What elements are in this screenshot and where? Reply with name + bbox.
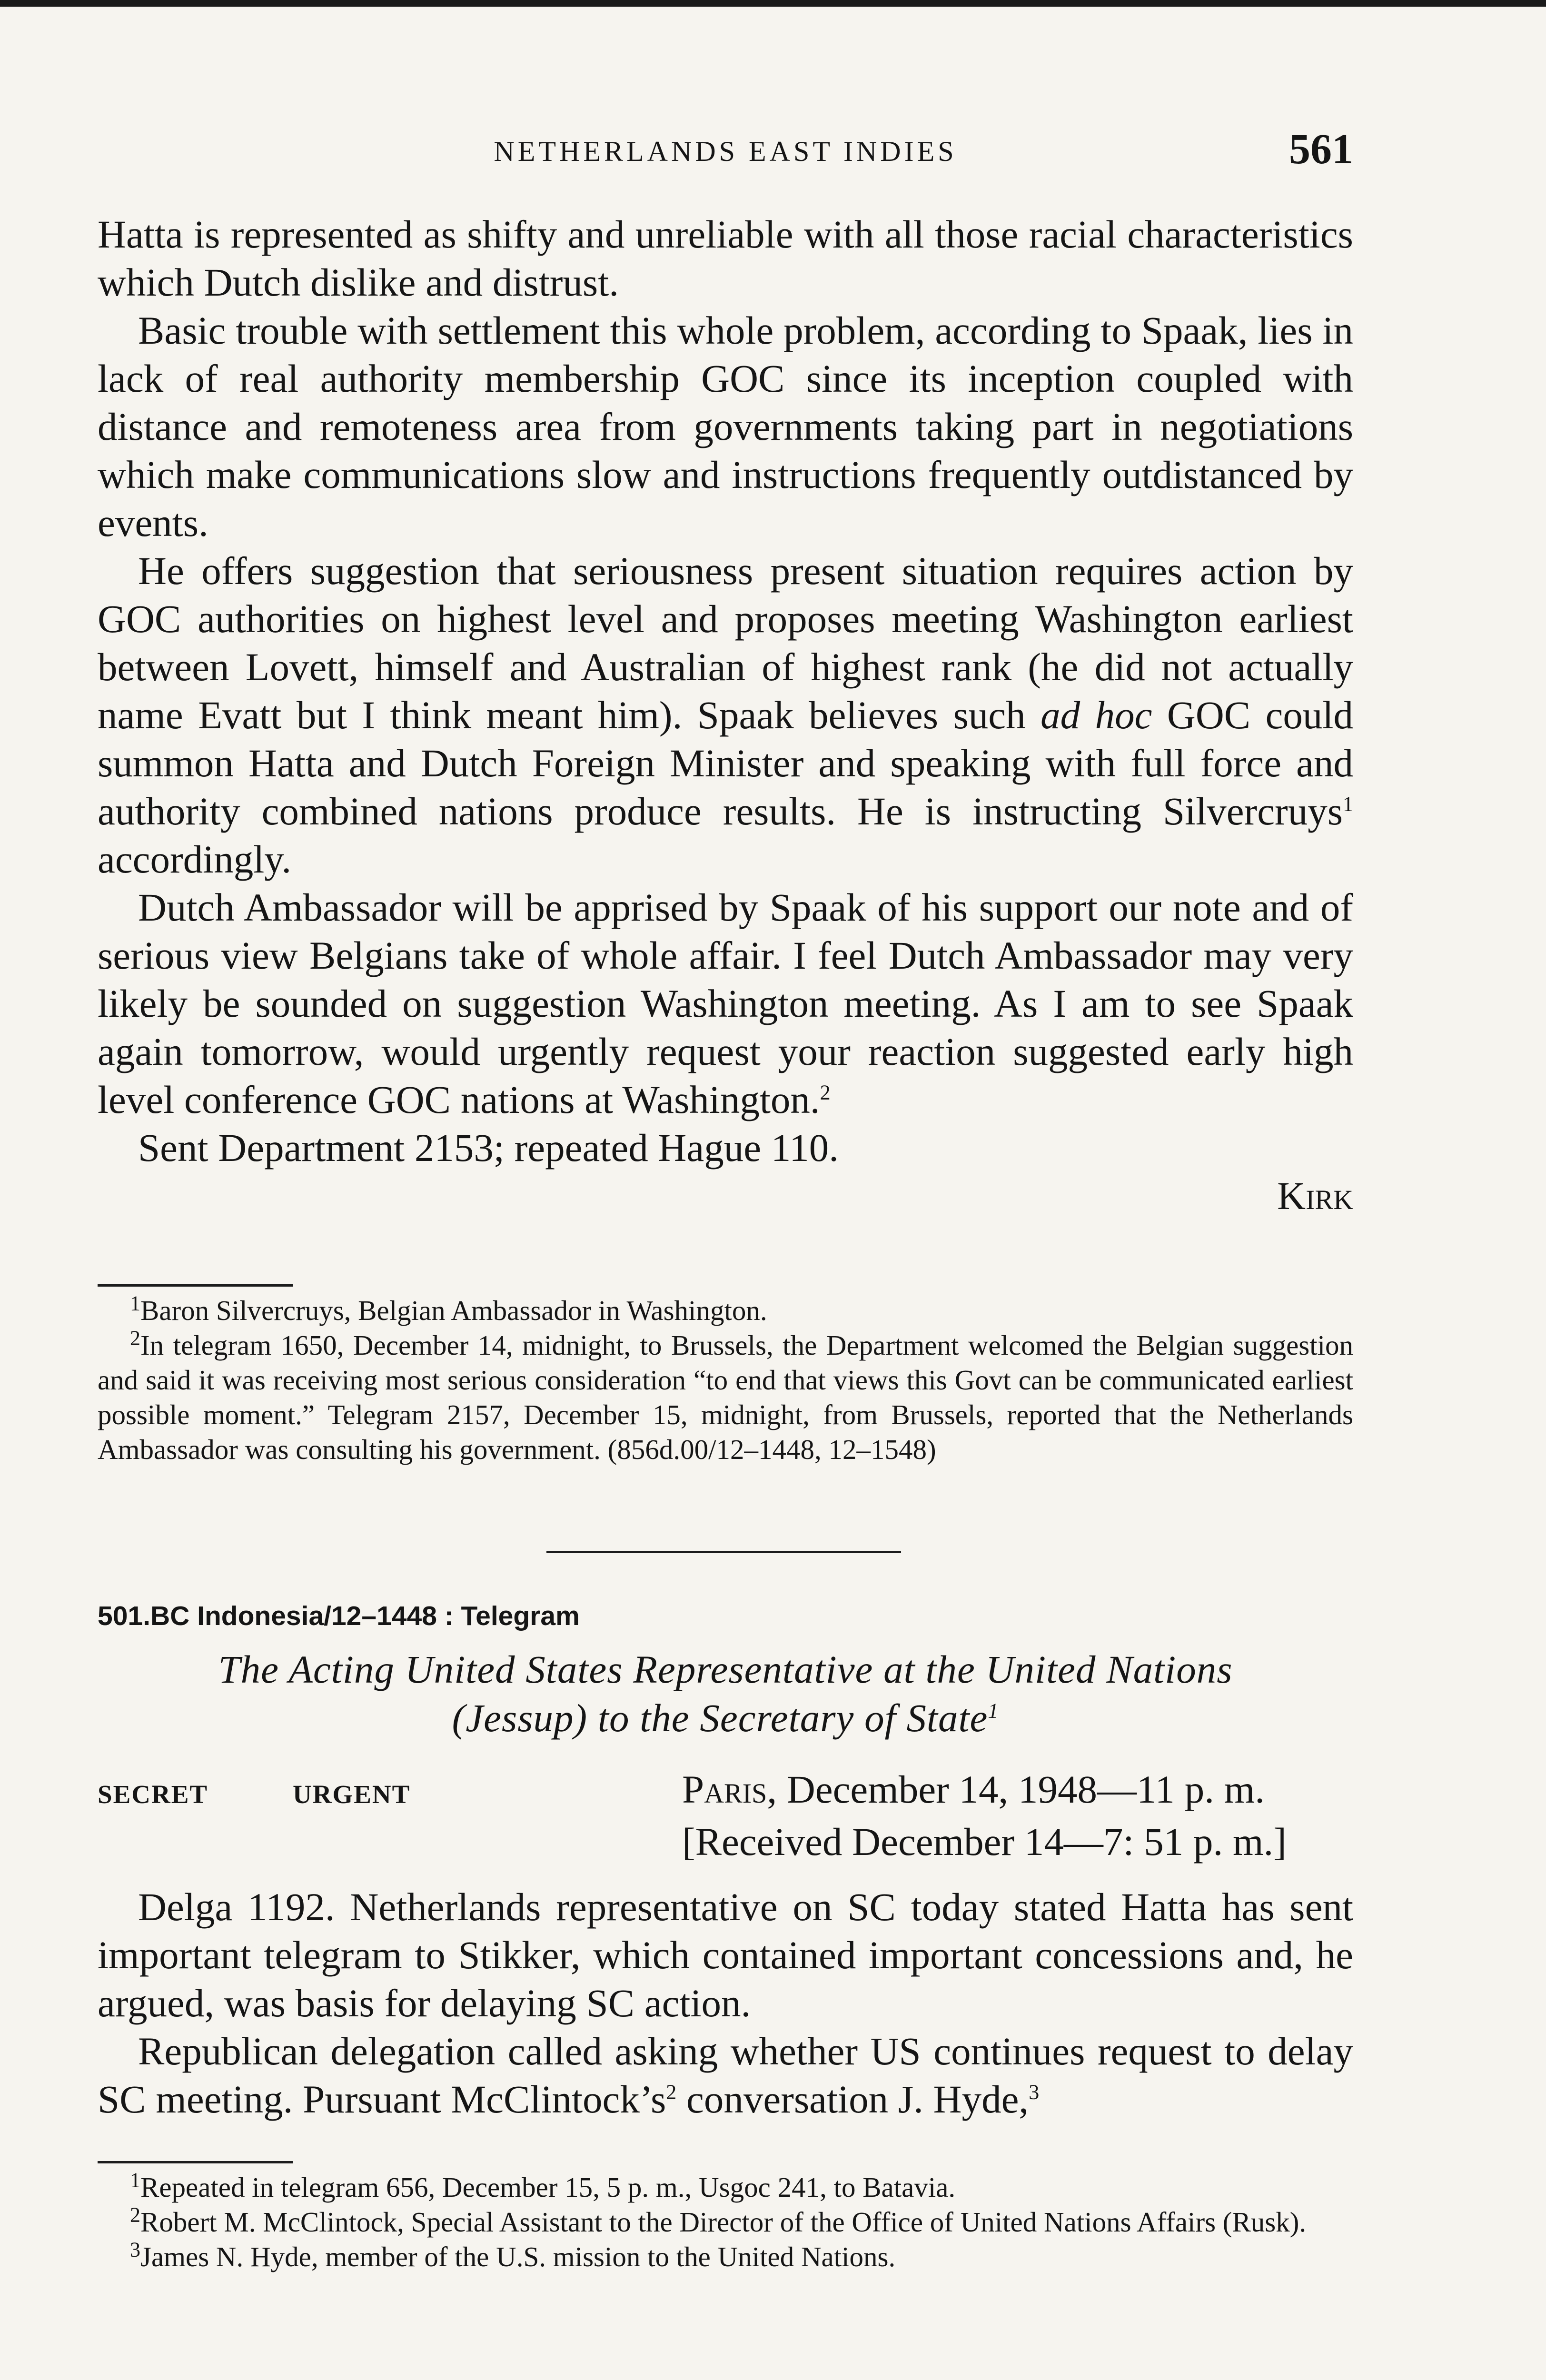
page-header bbox=[98, 126, 1353, 181]
footnote-ref: 1 bbox=[988, 1699, 999, 1723]
dateline-block bbox=[98, 1763, 1353, 1873]
footnote-mark: 2 bbox=[130, 2203, 140, 2227]
footnote-1 bbox=[98, 2170, 1353, 2205]
running-head: NETHERLANDS EAST INDIES bbox=[494, 136, 957, 167]
footnote-rule bbox=[98, 1284, 293, 1287]
ad-hoc-italic: ad hoc bbox=[1041, 693, 1152, 737]
paragraph-3 bbox=[98, 547, 1353, 883]
paragraph-4 bbox=[98, 883, 1353, 1124]
paragraph-3-part-b: GOC could summon Hatta and Dutch Foreign Minister and speaking with full force and authority combined nations produce results. He is instructing Silvercruys bbox=[98, 693, 1353, 833]
title-line-2 bbox=[98, 1694, 1353, 1742]
document-2-paragraph-1: Delga 1192. Netherlands representative on SC today stated Hatta has sent important telegram to Stikker, which contained important concessions and, he argued, was basis for delaying SC action. bbox=[98, 1885, 1353, 2025]
document-2-paragraph-2-b: conversation J. Hyde, bbox=[676, 2077, 1029, 2121]
footnote-text: Baron Silvercruys, Belgian Ambassador in Washington. bbox=[140, 1295, 767, 1326]
paragraph-2: Basic trouble with settlement this whole problem, according to Spaak, lies in lack of real authority membership GOC since its inception coupled with distance and remoteness area from governments taking part in negotiations which make communications slow and instructions frequently outdistanced by events. bbox=[98, 308, 1353, 545]
place: Paris bbox=[682, 1767, 767, 1811]
footnotes-2 bbox=[98, 2161, 1353, 2274]
footnote-3 bbox=[98, 2240, 1353, 2274]
section-1-text bbox=[98, 210, 1353, 1220]
footnote-rule bbox=[98, 2161, 293, 2163]
classification: SECRET bbox=[98, 1780, 208, 1809]
footnote-mark: 2 bbox=[130, 1326, 140, 1350]
footnote-ref: 1 bbox=[1343, 792, 1353, 816]
paragraph-3-part-a: He offers suggestion that seriousness present situation requires action by GOC authorities on highest level and proposes meeting Washington earliest between Lovett, himself and Australian of highest rank (he did not actually name Evatt but I think meant him). Spaak believes such bbox=[98, 549, 1353, 737]
date: , December 14, 1948—11 p. m. bbox=[767, 1767, 1265, 1811]
document-2-paragraph-2-a: Republican delegation called asking whether US continues request to delay SC meeting. Pursuant McClintock’s bbox=[98, 2029, 1353, 2121]
document-2-paragraph-2 bbox=[98, 2027, 1353, 2123]
paragraph-5: Sent Department 2153; repeated Hague 110. bbox=[138, 1126, 839, 1170]
document-2-body bbox=[98, 1883, 1353, 2123]
footnote-2 bbox=[98, 2205, 1353, 2240]
title-line-2-text: (Jessup) to the Secretary of State bbox=[452, 1696, 988, 1740]
signature: Kirk bbox=[1277, 1174, 1353, 1218]
footnotes-1 bbox=[98, 1284, 1353, 1467]
file-identifier: 501.BC Indonesia/12–1448 : Telegram bbox=[98, 1601, 580, 1631]
footnote-ref: 2 bbox=[666, 2080, 677, 2104]
page-number: 561 bbox=[1289, 126, 1353, 173]
footnote-1 bbox=[98, 1293, 1353, 1328]
footnote-text: Repeated in telegram 656, December 15, 5 p. m., Usgoc 241, to Batavia. bbox=[140, 2172, 956, 2203]
paragraph-1: Hatta is represented as shifty and unreliable with all those racial characteristics which Dutch dislike and distrust. bbox=[98, 212, 1353, 304]
scan-edge bbox=[0, 0, 1546, 7]
received-line: [Received December 14—7: 51 p. m.] bbox=[682, 1820, 1287, 1864]
footnote-ref: 2 bbox=[820, 1081, 831, 1104]
paragraph-4-text: Dutch Ambassador will be apprised by Spaak of his support our note and of serious view Belgians take of whole affair. I feel Dutch Ambassador may very likely be sounded on suggestion Washington meeting. As I am to see Spaak again tomorrow, would urgently request your reaction suggested early high level conference GOC nations at Washington. bbox=[98, 885, 1353, 1121]
place-and-date bbox=[682, 1763, 1353, 1815]
footnote-ref: 3 bbox=[1029, 2080, 1040, 2104]
section-divider bbox=[546, 1551, 901, 1553]
footnote-2 bbox=[98, 1328, 1353, 1467]
paragraph-3-part-c: accordingly. bbox=[98, 837, 292, 881]
footnote-text: In telegram 1650, December 14, midnight, to Brussels, the Department welcomed the Belgian suggestion and said it was receiving most serious consideration “to end that views this Govt can be communicated earliest possible moment.” Telegram 2157, December 15, midnight, from Brussels, reported that the Netherlands Ambassador was consulting his government. (856d.00/12–1448, 12–1548) bbox=[98, 1329, 1353, 1465]
document-2 bbox=[98, 1600, 1353, 2123]
footnote-mark: 1 bbox=[130, 2168, 140, 2192]
document-title bbox=[98, 1645, 1353, 1742]
footnote-text: Robert M. McClintock, Special Assistant to the Director of the Office of United Nations Affairs (Rusk). bbox=[140, 2206, 1307, 2238]
title-line-1: The Acting United States Representative at the United Nations bbox=[218, 1647, 1233, 1691]
urgency: URGENT bbox=[293, 1780, 411, 1809]
footnote-mark: 1 bbox=[130, 1291, 140, 1315]
footnote-mark: 3 bbox=[130, 2238, 140, 2261]
footnote-text: James N. Hyde, member of the U.S. mission to the United Nations. bbox=[140, 2241, 896, 2272]
dateline bbox=[682, 1763, 1353, 1868]
